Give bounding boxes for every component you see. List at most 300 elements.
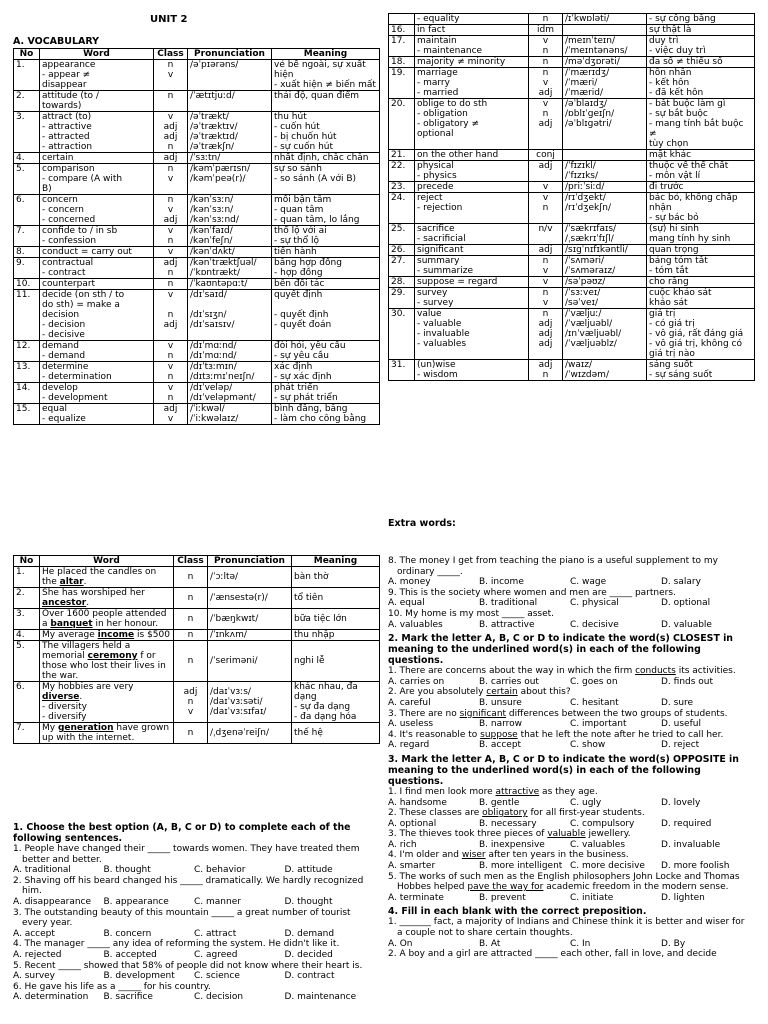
sentence-text: He placed the candles on the xyxy=(42,567,157,587)
vocab-number: 2. xyxy=(14,588,40,609)
vocab-meaning: giá trị - có giá trị - vô giá, rất đáng giá - vô giá trị, không có giá trị nào xyxy=(647,309,755,360)
question-text xyxy=(388,687,752,698)
vocab-class: adj v xyxy=(154,404,188,425)
underlined-word: obligatory xyxy=(482,808,528,819)
vocab-number: 6. xyxy=(14,682,40,723)
vocab-word: contractual - contract xyxy=(40,258,154,279)
answer-option[interactable]: A. equal xyxy=(388,598,425,609)
answer-options xyxy=(388,740,752,751)
question-text: 8. The money I get from teaching the piano is a useful supplement to my ordinary _____. xyxy=(388,556,718,577)
vocab-class: n xyxy=(154,91,188,112)
vocab-pronunciation: /ˌdʒenəˈreiʃn/ xyxy=(208,723,292,744)
answer-option[interactable]: B. accepted xyxy=(103,949,157,960)
vocab-number: 23. xyxy=(389,182,415,193)
vocab-meaning: bàn thờ xyxy=(292,567,380,588)
vocab-row xyxy=(14,247,380,258)
vocab-class: v xyxy=(154,247,188,258)
answer-option[interactable]: A. carries on xyxy=(388,676,445,687)
answer-option[interactable]: B. accept xyxy=(479,740,522,751)
vocab-meaning: bữa tiệc lớn xyxy=(292,609,380,630)
vocab-meaning: bình đẳng, bằng - làm cho công bằng xyxy=(272,404,380,425)
vocab-row xyxy=(14,341,380,362)
vocab-meaning: duy trì - việc duy trì xyxy=(647,36,755,57)
vocab-pronunciation: /əˈtrækt/ /əˈtræktɪv/ /əˈtræktɪd/ /əˈtrækʃn/ xyxy=(188,112,272,153)
answer-option[interactable]: D. attitude xyxy=(284,865,333,876)
vocab-number: 12. xyxy=(14,341,40,362)
vocab-meaning: vẻ bề ngoài, sự xuất hiện - xuất hiện ≠ biến mất xyxy=(272,60,380,91)
answer-option[interactable]: C. behavior xyxy=(194,865,246,876)
vocab-number: 24. xyxy=(389,193,415,224)
vocab-pronunciation: /dɪˈveləp/ /dɪˈveləpmənt/ xyxy=(188,383,272,404)
vocab-number: 21. xyxy=(389,150,415,161)
vocab-class: adj xyxy=(529,161,563,182)
vocab-class: n v xyxy=(529,256,563,277)
exercises-right xyxy=(388,556,752,960)
vocab-class: n v xyxy=(529,288,563,309)
question-text: 9. This is the society where women and men are _____ partners. xyxy=(388,587,676,598)
question-fragment: after ten years in the business. xyxy=(485,850,629,861)
answer-option[interactable]: B. necessary xyxy=(479,818,537,829)
vocab-meaning: hôn nhân - kết hôn - đã kết hôn xyxy=(647,68,755,99)
vocab-word: determine - determination xyxy=(40,362,154,383)
vocab-class: v n xyxy=(154,341,188,362)
vocab-meaning: tổ tiên xyxy=(292,588,380,609)
sentence-text: She has worshiped her xyxy=(42,588,145,598)
answer-option[interactable]: B. unsure xyxy=(479,697,522,708)
question-fragment: 4. I'm older and xyxy=(388,850,462,861)
vocab-word: comparison - compare (A with B) xyxy=(40,164,154,195)
answer-option[interactable]: B. sacrifice xyxy=(103,992,153,1003)
vocab-number: 18. xyxy=(389,57,415,68)
answer-option[interactable]: C. hesitant xyxy=(570,697,619,708)
answer-option[interactable]: D. decided xyxy=(284,949,333,960)
vocab-class: conj xyxy=(529,150,563,161)
answer-option[interactable]: A. rich xyxy=(388,839,417,850)
header-no: No xyxy=(14,556,40,567)
vocab-number: 15. xyxy=(14,404,40,425)
exercise-1-title: 1. Choose the best option (A, B, C or D) to complete each of the following sentences. xyxy=(13,822,351,844)
extra-word-sentence xyxy=(40,682,174,723)
answer-option[interactable]: A. useless xyxy=(388,719,434,730)
vocab-row xyxy=(14,290,380,341)
vocab-pronunciation: /ˈsʌməri/ /ˈsʌməraɪz/ xyxy=(563,256,647,277)
question-fragment: its activities. xyxy=(675,666,736,677)
question-text: 4. The manager _____ any idea of reforming the system. He didn't like it. xyxy=(13,939,340,950)
vocab-pronunciation: /kənˈsɜːn/ /kənˈsɜːn/ /kənˈsɜːnd/ xyxy=(188,195,272,226)
vocab-pronunciation: /rɪˈdʒekt/ /rɪˈdʒekʃn/ xyxy=(563,193,647,224)
sentence-text: f or those who lost their lives in the war. xyxy=(42,651,166,681)
answer-option[interactable]: C. decision xyxy=(194,992,244,1003)
sentence-text: My hobbies are very xyxy=(42,682,134,692)
vocab-word: survey - survey xyxy=(415,288,529,309)
extra-word-sentence xyxy=(40,588,174,609)
question-fragment: 5. The works of such men as the English philosophers John Locke and Thomas Hobbes helped xyxy=(388,871,740,893)
vocab-pronunciation: /ˈɔːltə/ xyxy=(208,567,292,588)
vocab-meaning: cuộc khảo sát khảo sát xyxy=(647,288,755,309)
answer-option[interactable]: D. sure xyxy=(661,697,694,708)
vocab-number: 11. xyxy=(14,290,40,341)
answer-option[interactable]: D. contract xyxy=(284,971,335,982)
answer-option[interactable]: C. ugly xyxy=(570,797,602,808)
question-fragment: academic freedom in the modern sense. xyxy=(543,882,729,893)
question-text xyxy=(388,709,752,720)
header-pronunciation: Pronunciation xyxy=(188,49,272,60)
sentence-text: Over 1600 people attended a xyxy=(42,609,167,629)
vocabulary-table-right xyxy=(388,13,755,381)
answer-option[interactable]: D. finds out xyxy=(661,676,714,687)
question-text xyxy=(388,850,752,861)
sentence-text: in her honour. xyxy=(92,619,159,629)
vocab-class: n xyxy=(174,588,208,609)
header-meaning: Meaning xyxy=(292,556,380,567)
vocab-pronunciation xyxy=(563,150,647,161)
underlined-word: attractive xyxy=(495,786,540,797)
answer-option[interactable]: D. maintenance xyxy=(284,992,357,1003)
vocab-pronunciation: /ˈfɪzɪkl/ /ˈfɪzɪks/ xyxy=(563,161,647,182)
answer-option[interactable]: A. traditional xyxy=(13,865,71,876)
vocab-class: v xyxy=(529,182,563,193)
vocab-pronunciation: /waɪz/ /ˈwɪzdəm/ xyxy=(563,360,647,381)
vocab-word: conduct = carry out xyxy=(40,247,154,258)
vocab-pronunciation: /sɪgˈnɪfɪkəntli/ xyxy=(563,245,647,256)
answer-option[interactable]: D. more foolish xyxy=(661,861,730,872)
answer-option[interactable]: C. decisive xyxy=(570,619,619,630)
answer-option[interactable]: D. valuable xyxy=(661,619,712,630)
vocab-number: 5. xyxy=(14,164,40,195)
answer-options xyxy=(388,798,752,809)
vocab-pronunciation: /dɪˈtɜːmɪn/ /dɪtɜːmɪˈneɪʃn/ xyxy=(188,362,272,383)
answer-option[interactable]: B. traditional xyxy=(479,598,538,609)
answer-option[interactable]: B. development xyxy=(103,971,175,982)
vocab-word: value - valuable - invaluable - valuables xyxy=(415,309,529,360)
underlined-keyword: ceremony xyxy=(87,651,138,661)
answer-option[interactable]: C. wage xyxy=(570,577,607,588)
vocab-pronunciation: /ˈsɜːtn/ xyxy=(188,153,272,164)
vocab-class: n v adj xyxy=(529,68,563,99)
vocab-row xyxy=(14,383,380,404)
vocab-number: 22. xyxy=(389,161,415,182)
vocab-number: 5. xyxy=(14,641,40,682)
vocab-word: confide to / in sb - confession xyxy=(40,226,154,247)
vocab-row xyxy=(389,245,755,256)
vocab-pronunciation: /ˈɪnkʌm/ xyxy=(208,630,292,641)
vocab-pronunciation: /kənˈfaɪd/ /kənˈfeʃn/ xyxy=(188,226,272,247)
question-fragment: 3. There are no xyxy=(388,708,460,719)
answer-options xyxy=(388,677,752,688)
answer-option[interactable]: D. useful xyxy=(661,719,701,730)
vocab-row xyxy=(389,256,755,277)
vocab-row xyxy=(389,36,755,57)
answer-option[interactable]: C. physical xyxy=(570,598,619,609)
underlined-keyword: generation xyxy=(57,723,114,733)
vocab-word: majority ≠ minority xyxy=(415,57,529,68)
vocab-number: 1. xyxy=(14,60,40,91)
answer-option[interactable]: A. rejected xyxy=(13,949,62,960)
vocab-class: n xyxy=(174,567,208,588)
answer-option[interactable]: B. prevent xyxy=(479,892,526,903)
answer-option[interactable]: C. manner xyxy=(194,896,241,907)
vocab-pronunciation: /ˈætɪtjuːd/ xyxy=(188,91,272,112)
vocab-class: idm xyxy=(529,25,563,36)
vocab-number: 16. xyxy=(389,25,415,36)
answer-option[interactable]: A. disappearance xyxy=(13,896,92,907)
answer-option[interactable]: D. optional xyxy=(661,598,711,609)
unit-title: UNIT 2 xyxy=(150,14,188,25)
answer-option[interactable]: C. agreed xyxy=(194,949,238,960)
answer-option[interactable]: C. attract xyxy=(194,928,237,939)
vocab-meaning: bác bỏ, không chấp nhận - sự bác bỏ xyxy=(647,193,755,224)
vocab-pronunciation: /ˈmærɪdʒ/ /ˈmæri/ /ˈmærid/ xyxy=(563,68,647,99)
exercise-2-title: 2. Mark the letter A, B, C or D to indicate the word(s) CLOSEST in meaning to the underlined word(s) in each of the following questions. xyxy=(388,633,733,667)
vocab-class: n xyxy=(174,630,208,641)
vocab-class: adj n xyxy=(154,258,188,279)
answer-option[interactable]: B. narrow xyxy=(479,719,523,730)
vocab-row xyxy=(389,161,755,182)
vocabulary-heading: A. VOCABULARY xyxy=(13,36,100,47)
underlined-keyword: income xyxy=(97,630,135,640)
vocab-pronunciation: /ˈkaʊntəpɑːt/ xyxy=(188,279,272,290)
answer-option[interactable]: B. thought xyxy=(103,865,151,876)
vocab-meaning: đi trước xyxy=(647,182,755,193)
vocab-class: v xyxy=(529,277,563,288)
answer-option[interactable]: A. accept xyxy=(13,928,55,939)
vocab-class: n xyxy=(174,723,208,744)
underlined-keyword: altar xyxy=(59,577,84,587)
vocab-class: v n xyxy=(154,362,188,383)
vocab-class: n xyxy=(154,279,188,290)
vocab-meaning: thổ lộ với ai - sự thổ lộ xyxy=(272,226,380,247)
sentence-text: My average xyxy=(42,630,98,640)
vocab-number: 7. xyxy=(14,226,40,247)
vocab-number: 4. xyxy=(14,630,40,641)
extra-word-row xyxy=(14,682,380,723)
answer-option[interactable]: D. salary xyxy=(661,577,701,588)
vocab-word: demand - demand xyxy=(40,341,154,362)
extra-word-row xyxy=(14,609,380,630)
underlined-word: conducts xyxy=(635,666,676,677)
sentence-text: . xyxy=(83,577,87,587)
question-text xyxy=(388,872,752,893)
answer-option[interactable]: B. inexpensive xyxy=(479,839,545,850)
extra-words-table xyxy=(13,555,380,744)
vocab-meaning: nhất định, chắc chắn xyxy=(272,153,380,164)
vocab-meaning: thế hệ xyxy=(292,723,380,744)
answer-option[interactable]: B. gentle xyxy=(479,797,520,808)
extra-words-heading: Extra words: xyxy=(388,518,456,529)
vocab-row xyxy=(14,258,380,279)
vocab-word: certain xyxy=(40,153,154,164)
vocab-row xyxy=(389,360,755,381)
answer-option[interactable]: D. invaluable xyxy=(661,839,721,850)
vocab-row xyxy=(14,153,380,164)
header-no: No xyxy=(14,49,40,60)
answer-option[interactable]: A. handsome xyxy=(388,797,447,808)
answer-options xyxy=(388,819,752,830)
vocab-meaning: bằng hợp đồng - hợp đồng xyxy=(272,258,380,279)
answer-option[interactable]: D. lighten xyxy=(661,892,705,903)
exercise-1 xyxy=(13,822,375,1003)
underlined-word: pave the way for xyxy=(467,882,544,893)
answer-option[interactable]: D. reject xyxy=(661,740,700,751)
header-word: Word xyxy=(40,49,154,60)
answer-option[interactable]: A. careful xyxy=(388,697,431,708)
extra-word-row xyxy=(14,567,380,588)
question-fragment: 4. It's reasonable to xyxy=(388,729,481,740)
vocab-word: equal - equalize xyxy=(40,404,154,425)
answer-option[interactable]: C. initiate xyxy=(570,892,614,903)
vocab-class: v n xyxy=(154,383,188,404)
answer-option[interactable]: D. thought xyxy=(284,896,333,907)
question-fragment: as they age. xyxy=(539,786,598,797)
vocab-class: v n adj xyxy=(529,99,563,150)
vocab-row xyxy=(389,182,755,193)
extra-word-sentence xyxy=(40,641,174,682)
vocab-number: 20. xyxy=(389,99,415,150)
vocab-row xyxy=(14,362,380,383)
answer-option[interactable]: C. goes on xyxy=(570,676,618,687)
question-text: 1. _______ fact, a majority of Indians and Chinese think it is better and wiser for a couple not to share certain thoughts. xyxy=(388,917,745,939)
vocab-word: - equality xyxy=(415,14,529,25)
vocab-meaning: thái độ, quan điểm xyxy=(272,91,380,112)
vocab-class: adj xyxy=(154,153,188,164)
vocab-word: attract (to) - attractive - attracted - attraction xyxy=(40,112,154,153)
answer-option[interactable]: A. optional xyxy=(388,818,437,829)
vocab-meaning: tiến hành xyxy=(272,247,380,258)
vocab-meaning: nghi lễ xyxy=(292,641,380,682)
vocab-meaning: quyết định - quyết định - quyết đoán xyxy=(272,290,380,341)
vocab-meaning: - sự công bằng xyxy=(647,14,755,25)
vocab-number: 14. xyxy=(14,383,40,404)
answer-option[interactable]: A. terminate xyxy=(388,892,444,903)
header-meaning: Meaning xyxy=(272,49,380,60)
vocab-word: develop - development xyxy=(40,383,154,404)
question-text: 5. Recent _____ showed that 58% of people did not know where their heart is. xyxy=(13,960,363,971)
sentence-text: . xyxy=(86,598,90,608)
vocab-word: oblige to do sth - obligation - obligatory ≠ optional xyxy=(415,99,529,150)
answer-option[interactable]: A. money xyxy=(388,577,431,588)
question-fragment: 3. The thieves took three pieces of xyxy=(388,829,548,840)
underlined-keyword: banquet xyxy=(50,619,93,629)
answer-option[interactable]: A. determination xyxy=(13,992,89,1003)
extra-word-row xyxy=(14,630,380,641)
answer-option[interactable]: A. survey xyxy=(13,971,56,982)
answer-option[interactable]: B. more intelligent xyxy=(479,861,563,872)
answer-option[interactable]: A. On xyxy=(388,938,413,949)
answer-option[interactable]: C. science xyxy=(194,971,240,982)
vocab-word: suppose = regard xyxy=(415,277,529,288)
answer-option[interactable]: D. required xyxy=(661,818,712,829)
sentence-text: have grown up with the internet. xyxy=(42,723,170,743)
vocab-meaning: thuộc về thể chất - môn vật lí xyxy=(647,161,755,182)
answer-option[interactable]: D. By xyxy=(661,938,686,949)
vocab-word: in fact xyxy=(415,25,529,36)
answer-option[interactable]: B. carries out xyxy=(479,676,539,687)
vocab-word: appearance - appear ≠ disappear xyxy=(40,60,154,91)
sentence-text: The villagers held a memorial xyxy=(42,641,131,661)
answer-options xyxy=(13,929,375,940)
vocab-class: v adj adj n xyxy=(154,112,188,153)
vocab-meaning: sự so sánh - so sánh (A với B) xyxy=(272,164,380,195)
vocab-class: n xyxy=(529,57,563,68)
vocab-row xyxy=(14,91,380,112)
answer-option[interactable]: C. valuables xyxy=(570,839,626,850)
answer-options xyxy=(388,620,752,631)
vocab-word: decide (on sth / to do sth) = make a decision - decision - decisive xyxy=(40,290,154,341)
answer-options xyxy=(13,950,375,961)
vocab-number: 8. xyxy=(14,247,40,258)
vocabulary-table-left xyxy=(13,48,380,425)
question-fragment: 1. There are concerns about the way in which the firm xyxy=(388,666,636,677)
answer-option[interactable]: B. attractive xyxy=(479,619,535,630)
answer-option[interactable]: A. valuables xyxy=(388,619,443,630)
vocab-row xyxy=(14,195,380,226)
answer-options xyxy=(388,719,752,730)
question-text: 6. He gave his life as a _____ for his country. xyxy=(13,981,211,992)
sentence-text: . - diversity - diversify xyxy=(42,692,87,722)
answer-option[interactable]: C. In xyxy=(570,938,591,949)
answer-option[interactable]: B. appearance xyxy=(103,896,169,907)
vocab-meaning: mối bận tâm - quan tâm - quan tâm, lo lắng xyxy=(272,195,380,226)
answer-option[interactable]: A. regard xyxy=(388,740,430,751)
vocab-meaning: thu nhập xyxy=(292,630,380,641)
vocab-number: 27. xyxy=(389,256,415,277)
header-class: Class xyxy=(174,556,208,567)
answer-option[interactable]: D. demand xyxy=(284,928,335,939)
vocab-row xyxy=(389,150,755,161)
vocab-class: n v xyxy=(154,164,188,195)
answer-option[interactable]: C. important xyxy=(570,719,627,730)
vocab-row xyxy=(389,57,755,68)
vocab-word: concern - concern - concerned xyxy=(40,195,154,226)
answer-options xyxy=(388,698,752,709)
answer-option[interactable]: C. show xyxy=(570,740,606,751)
vocab-class: v n xyxy=(154,226,188,247)
answer-option[interactable]: D. lovely xyxy=(661,797,701,808)
vocab-word: precede xyxy=(415,182,529,193)
answer-option[interactable]: C. more decisive xyxy=(570,861,645,872)
answer-option[interactable]: B. At xyxy=(479,938,501,949)
vocab-row xyxy=(14,226,380,247)
vocab-pronunciation: /ˈbæŋkwɪt/ xyxy=(208,609,292,630)
extra-word-row xyxy=(14,588,380,609)
vocab-row xyxy=(389,193,755,224)
answer-options xyxy=(13,897,375,908)
answer-options xyxy=(388,893,752,904)
question-fragment: that he left the note after he tried to call her. xyxy=(517,729,724,740)
vocab-meaning: sự thật là xyxy=(647,25,755,36)
answer-option[interactable]: B. income xyxy=(479,577,524,588)
vocab-number: 3. xyxy=(14,112,40,153)
answer-option[interactable]: A. smarter xyxy=(388,861,436,872)
answer-option[interactable]: B. concern xyxy=(103,928,152,939)
vocab-row xyxy=(389,25,755,36)
underlined-word: valuable xyxy=(547,829,586,840)
underlined-keyword: ancestor xyxy=(42,598,87,608)
vocab-meaning: xác định - sự xác định xyxy=(272,362,380,383)
vocab-row xyxy=(389,309,755,360)
answer-options xyxy=(388,939,752,950)
answer-option[interactable]: C. compulsory xyxy=(570,818,635,829)
header-pronunciation: Pronunciation xyxy=(208,556,292,567)
vocab-meaning: mặt khác xyxy=(647,150,755,161)
question-fragment: 2. These classes are xyxy=(388,808,483,819)
vocab-number: 10. xyxy=(14,279,40,290)
vocab-class: n/v xyxy=(529,224,563,245)
vocab-number: 30. xyxy=(389,309,415,360)
vocab-row xyxy=(14,164,380,195)
vocab-row xyxy=(389,99,755,150)
sentence-text: is $500 xyxy=(134,630,170,640)
